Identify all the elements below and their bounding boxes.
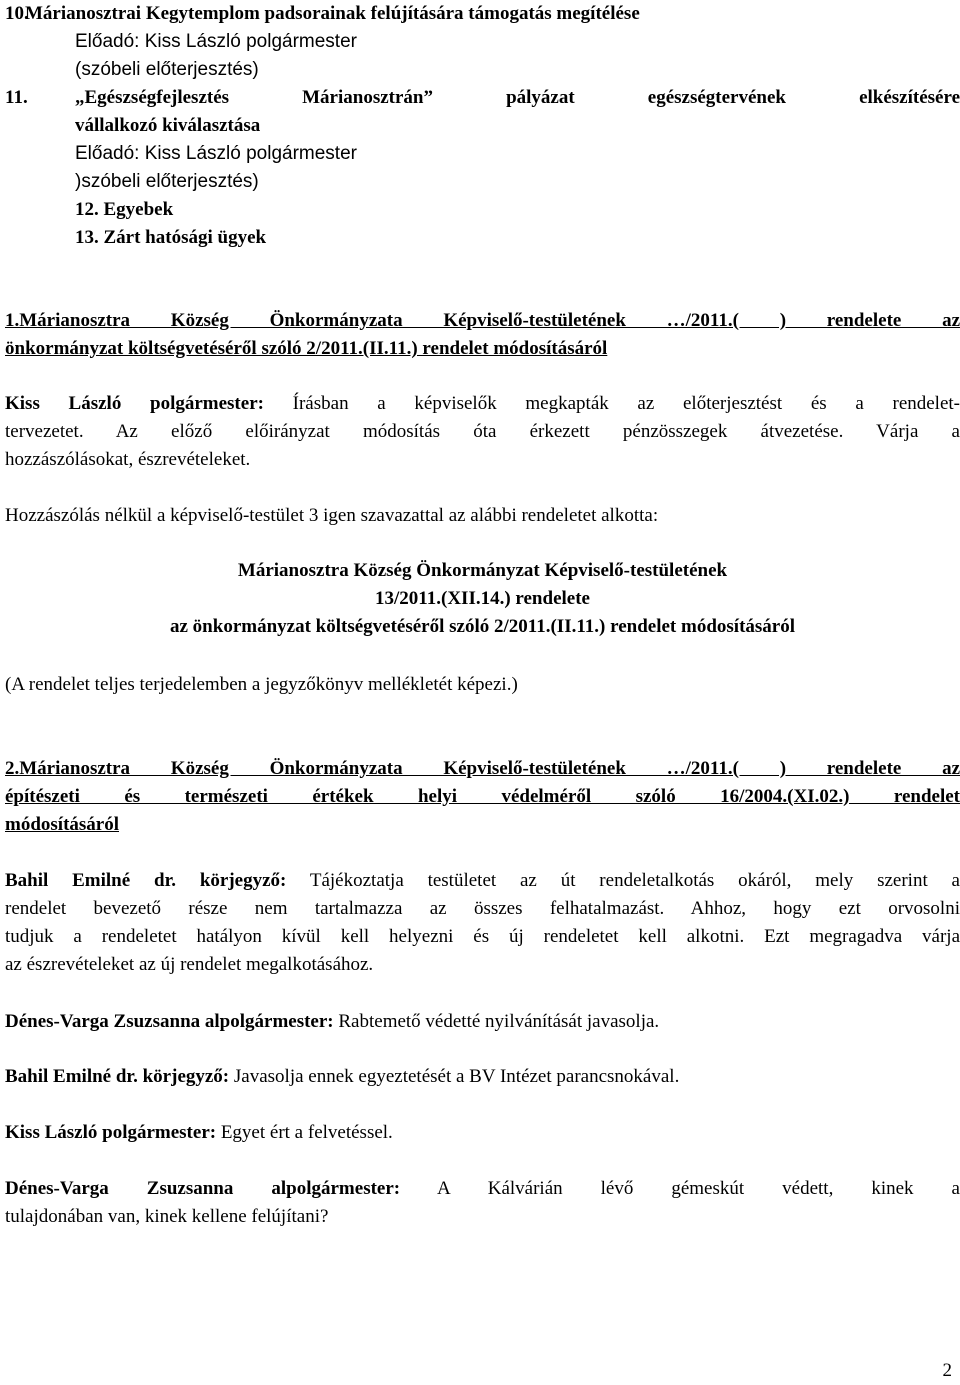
agenda-item-11-title-line2: vállalkozó kiválasztása [75, 115, 261, 136]
section-1-vote: Hozzászólás nélkül a képviselő-testület 3 igen szavazattal az alábbi rendeletet alkotta: [5, 505, 659, 526]
section-2-heading-line2: építészeti és természeti értékek helyi védelméről szóló 16/2004.(XI.02.) rendelet [5, 786, 960, 807]
p1-line4: az észrevételeket az új rendelet megalkotásához. [5, 954, 374, 975]
agenda-item-10-presenter: Előadó: Kiss László polgármester [75, 31, 357, 52]
agenda-item-12: 12. Egyebek [75, 199, 174, 220]
p5-line2: tulajdonában van, kinek kellene felújítani? [5, 1206, 329, 1227]
agenda-item-11-title: 11. [5, 87, 28, 108]
p1-line1: Bahil Emilné dr. körjegyző: Tájékoztatja testületet az út rendeletalkotás okáról, mely szerint a [5, 870, 960, 891]
section-1-speech-line2: tervezetet. Az előző előirányzat módosítás óta érkezett pénzösszegek átvezetése. Várja a [5, 421, 960, 442]
p1-line3: tudjuk a rendeletet hatályon kívül kell helyezni és új rendeletet kell alkotni. Ezt megragadva várja [5, 926, 960, 947]
decree-annex-note: (A rendelet teljes terjedelemben a jegyzőkönyv mellékletét képezi.) [5, 674, 518, 695]
section-1-heading-line2: önkormányzat költségvetéséről szóló 2/2011.(II.11.) rendelet módosításáról [5, 338, 608, 359]
p4: Kiss László polgármester: Egyet ért a felvetéssel. [5, 1122, 393, 1143]
section-1-speech-line3: hozzászólásokat, észrevételeket. [5, 449, 251, 470]
decree-line2: 13/2011.(XII.14.) rendelete [375, 588, 590, 609]
agenda-item-10-note: (szóbeli előterjesztés) [75, 59, 259, 80]
agenda-item-11-presenter: Előadó: Kiss László polgármester [75, 143, 357, 164]
section-1-speech-line1: Kiss László polgármester: Írásban a képviselők megkapták az előterjesztést és a rendelet- [5, 393, 960, 414]
agenda-item-10-title: 10.Márianosztrai Kegytemplom padsorainak felújítására támogatás megítélése [5, 3, 640, 24]
p1-line2: rendelet bevezető része nem tartalmazza az összes felhatalmazást. Ahhoz, hogy ezt orvosolni [5, 898, 960, 919]
page-number: 2 [942, 1360, 952, 1381]
decree-line3: az önkormányzat költségvetéséről szóló 2/2011.(II.11.) rendelet módosításáról [170, 616, 795, 637]
p5-line1: Dénes-Varga Zsuzsanna alpolgármester: A Kálvárián lévő gémeskút védett, kinek a [5, 1178, 960, 1199]
agenda-item-13: 13. Zárt hatósági ügyek [75, 227, 267, 248]
p3: Bahil Emilné dr. körjegyző: Javasolja ennek egyeztetését a BV Intézet parancsnokával. [5, 1066, 680, 1087]
section-2-heading-line3: módosításáról [5, 814, 119, 835]
agenda-item-11-title-line1: „Egészségfejlesztés Márianosztrán” pályázat egészségtervének elkészítésére [75, 87, 960, 108]
agenda-item-11-note: )szóbeli előterjesztés) [75, 171, 259, 192]
section-2-heading-line1: 2.Márianosztra Község Önkormányzata Képviselő-testületének …/2011.( ) rendelete az [5, 758, 960, 779]
decree-line1: Márianosztra Község Önkormányzat Képviselő-testületének [237, 560, 728, 581]
p2: Dénes-Varga Zsuzsanna alpolgármester: Rabtemető védetté nyilvánítását javasolja. [5, 1011, 660, 1032]
section-1-heading-line1: 1.Márianosztra Község Önkormányzata Képviselő-testületének …/2011.( ) rendelete az [5, 310, 960, 331]
